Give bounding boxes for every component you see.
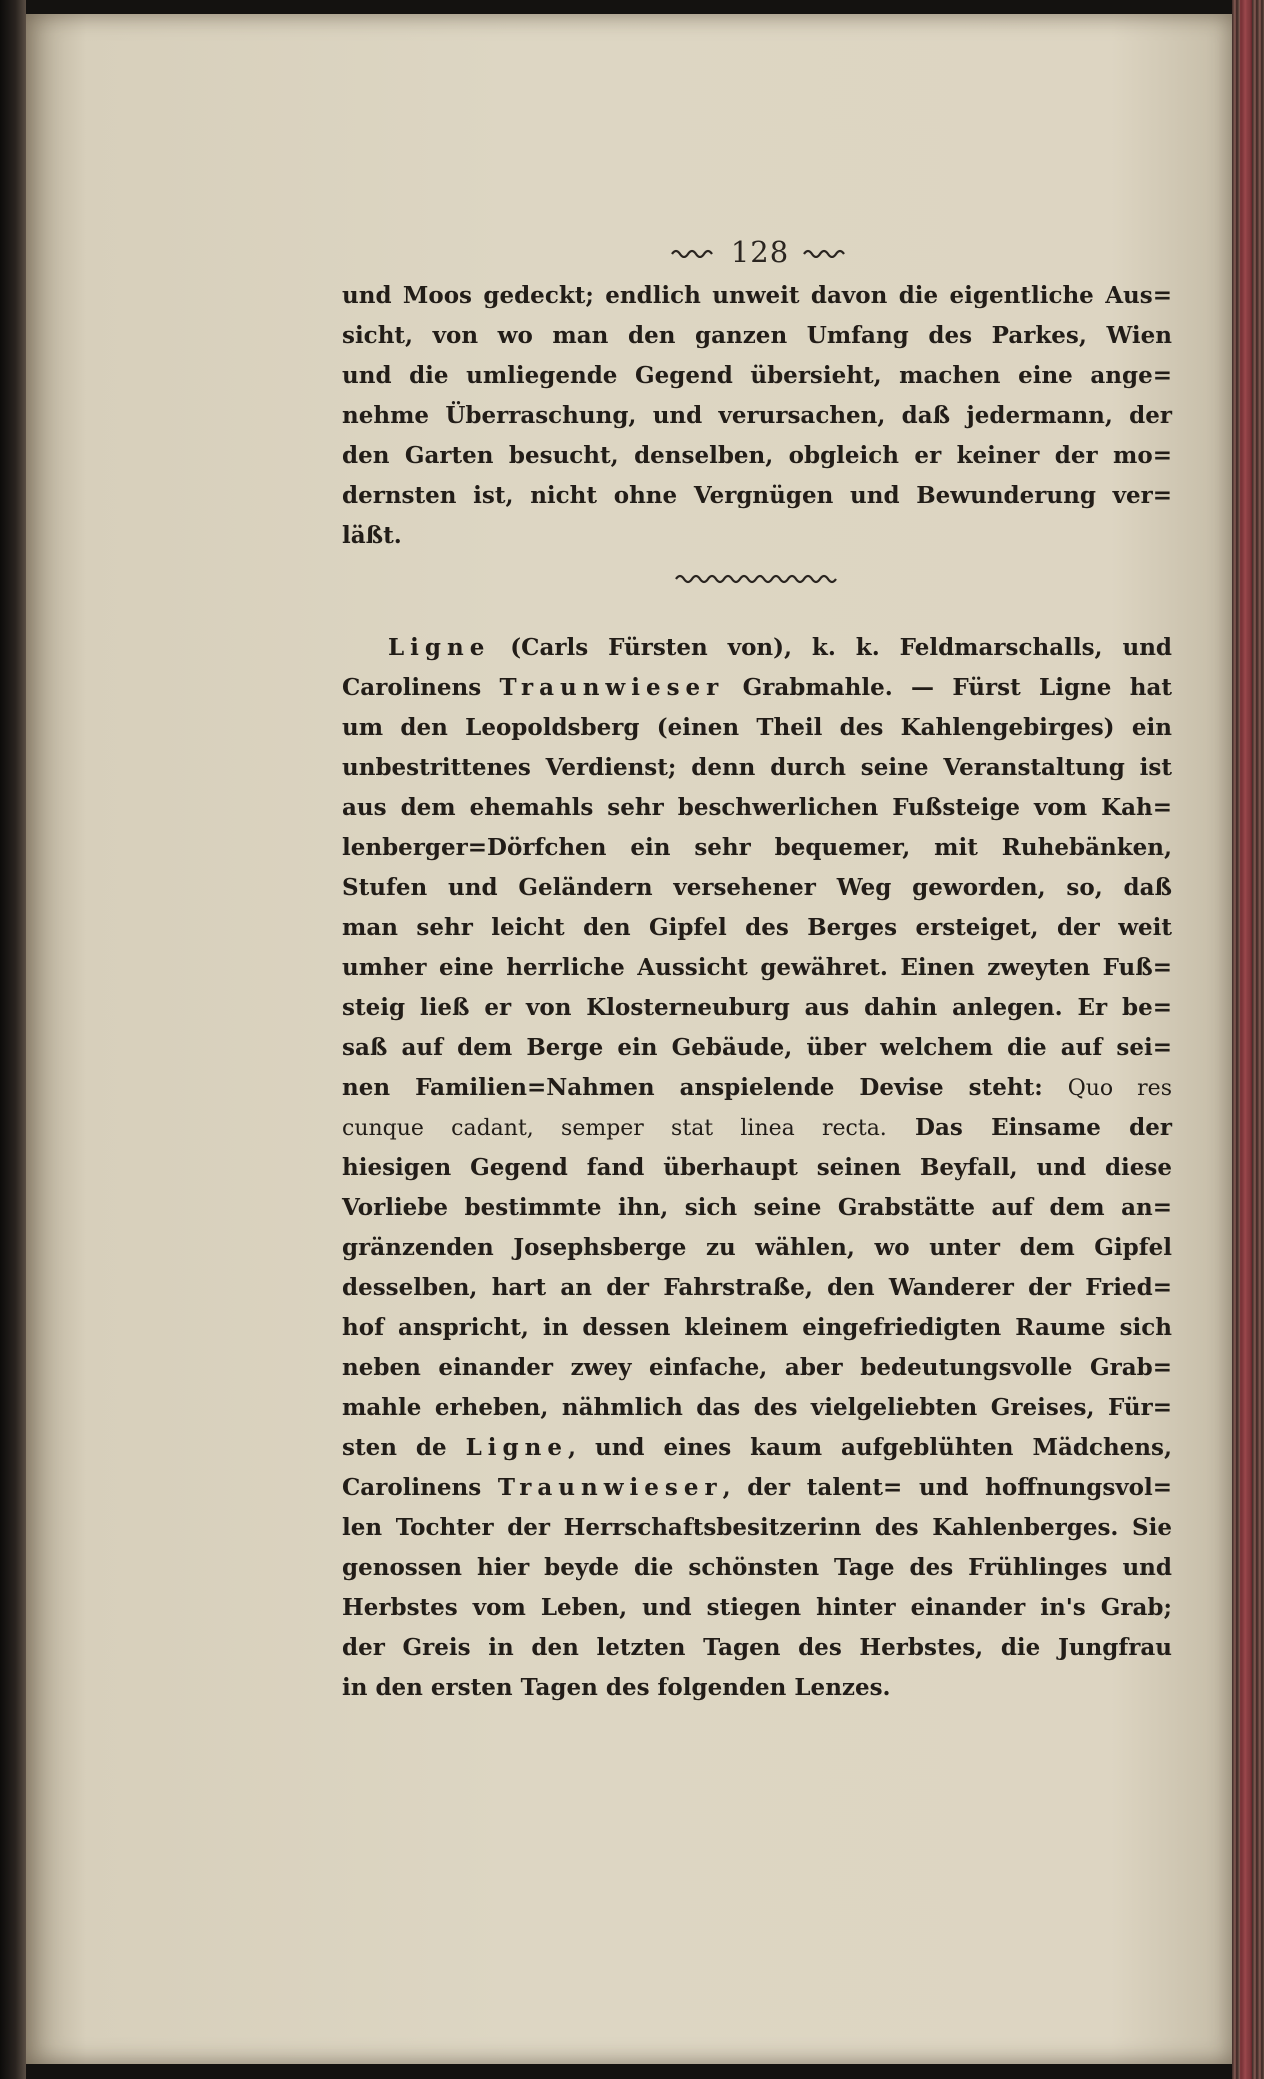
text-line: len Tochter der Herrschaftsbesitzerinn des Kahlenberges. Sie <box>342 1514 1172 1541</box>
text-line: der Greis in den letzten Tagen des Herbstes, die Jungfrau <box>342 1634 1172 1661</box>
text-line <box>342 1428 1172 1468</box>
text-line: aus dem ehemahls sehr beschwerlichen Fußsteige vom Kah= <box>342 794 1172 821</box>
text-line <box>342 1468 1172 1508</box>
text-line: um den Leopoldsberg (einen Theil des Kahlengebirges) ein <box>342 714 1172 741</box>
text-line: genossen hier beyde die schönsten Tage des Frühlinges und <box>342 1554 1172 1581</box>
text-fragment: , und eines kaum aufgeblühten Mädchens, <box>567 1434 1172 1461</box>
latin-motto: Quo res <box>1067 1076 1172 1101</box>
spacer <box>342 614 1172 628</box>
text-line: den Garten besucht, denselben, obgleich er keiner der mo= <box>342 442 1172 469</box>
text-line: desselben, hart an der Fahrstraße, den Wanderer der Fried= <box>342 1274 1172 1301</box>
text-line: umher eine herrliche Aussicht gewähret. Einen zweyten Fuß= <box>342 954 1172 981</box>
text-line: Vorliebe bestimmte ihn, sich seine Grabstätte auf dem an= <box>342 1194 1172 1221</box>
section-separator <box>342 556 1172 614</box>
text-line: unbestrittenes Verdienst; denn durch seine Veranstaltung ist <box>342 754 1172 781</box>
text-line <box>342 628 1172 668</box>
text-line: dernsten ist, nicht ohne Vergnügen und Bewunderung ver= <box>342 482 1172 509</box>
text-line: Herbstes vom Leben, und stiegen hinter einander in's Grab; <box>342 1594 1172 1621</box>
wavy-separator-icon <box>674 570 840 584</box>
right-ornament-icon <box>803 246 849 258</box>
page-number: 128 <box>730 235 790 269</box>
text-line: läßt. <box>342 522 402 549</box>
text-line: hof anspricht, in dessen kleinem eingefriedigten Raume sich <box>342 1314 1172 1341</box>
name-ligne: Ligne <box>465 1434 568 1461</box>
paragraph-1 <box>342 276 1172 556</box>
text-fragment: sten de <box>342 1434 466 1461</box>
name-traunwieser: Traunwieser <box>499 674 725 701</box>
text-fragment: , der talent= und hoffnungsvol= <box>722 1474 1173 1501</box>
text-line: lenberger=Dörfchen ein sehr bequemer, mit Ruhebänken, <box>342 834 1172 861</box>
text-line: sicht, von wo man den ganzen Umfang des Parkes, Wien <box>342 322 1172 349</box>
text-fragment: Grabmahle. — Fürst Ligne hat <box>724 674 1172 701</box>
text-line: saß auf dem Berge ein Gebäude, über welchem die auf sei= <box>342 1034 1172 1061</box>
text-line: und Moos gedeckt; endlich unweit davon die eigentliche Aus= <box>342 282 1172 309</box>
latin-motto: cunque cadant, semper stat linea recta. <box>342 1116 887 1141</box>
text-line: in den ersten Tagen des folgenden Lenzes. <box>342 1674 891 1701</box>
text-line: nehme Überraschung, und verursachen, daß jedermann, der <box>342 402 1172 429</box>
page-body-text <box>342 276 1172 1708</box>
name-traunwieser: Traunwieser <box>497 1474 723 1501</box>
red-edge-stain <box>1240 0 1252 2079</box>
text-line: hiesigen Gegend fand überhaupt seinen Beyfall, und diese <box>342 1154 1172 1181</box>
page-header <box>610 232 910 272</box>
text-line: und die umliegende Gegend übersieht, machen eine ange= <box>342 362 1172 389</box>
book-gutter-shadow <box>0 0 26 2079</box>
text-fragment: (Carls Fürsten von), k. k. Feldmarschalls, und <box>490 634 1172 661</box>
text-line: gränzenden Josephsberge zu wählen, wo unter dem Gipfel <box>342 1234 1172 1261</box>
text-line: Stufen und Geländern versehener Weg geworden, so, daß <box>342 874 1172 901</box>
text-line <box>342 1108 1172 1148</box>
text-fragment: Das Einsame der <box>886 1114 1172 1141</box>
text-line <box>342 1068 1172 1108</box>
text-line <box>342 668 1172 708</box>
text-fragment: nen Familien=Nahmen anspielende Devise steht: <box>342 1074 1068 1101</box>
text-line: man sehr leicht den Gipfel des Berges ersteiget, der weit <box>342 914 1172 941</box>
book-page-edges <box>1232 0 1264 2079</box>
left-ornament-icon <box>671 246 717 258</box>
text-line: steig ließ er von Klosterneuburg aus dahin anlegen. Er be= <box>342 994 1172 1021</box>
text-line: mahle erheben, nähmlich das des vielgeliebten Greises, Für= <box>342 1394 1172 1421</box>
text-line: neben einander zwey einfache, aber bedeutungsvolle Grab= <box>342 1354 1172 1381</box>
text-fragment: Carolinens <box>342 1474 498 1501</box>
text-fragment: Carolinens <box>342 674 500 701</box>
paragraph-2 <box>342 628 1172 1708</box>
name-ligne: Ligne <box>388 634 491 661</box>
